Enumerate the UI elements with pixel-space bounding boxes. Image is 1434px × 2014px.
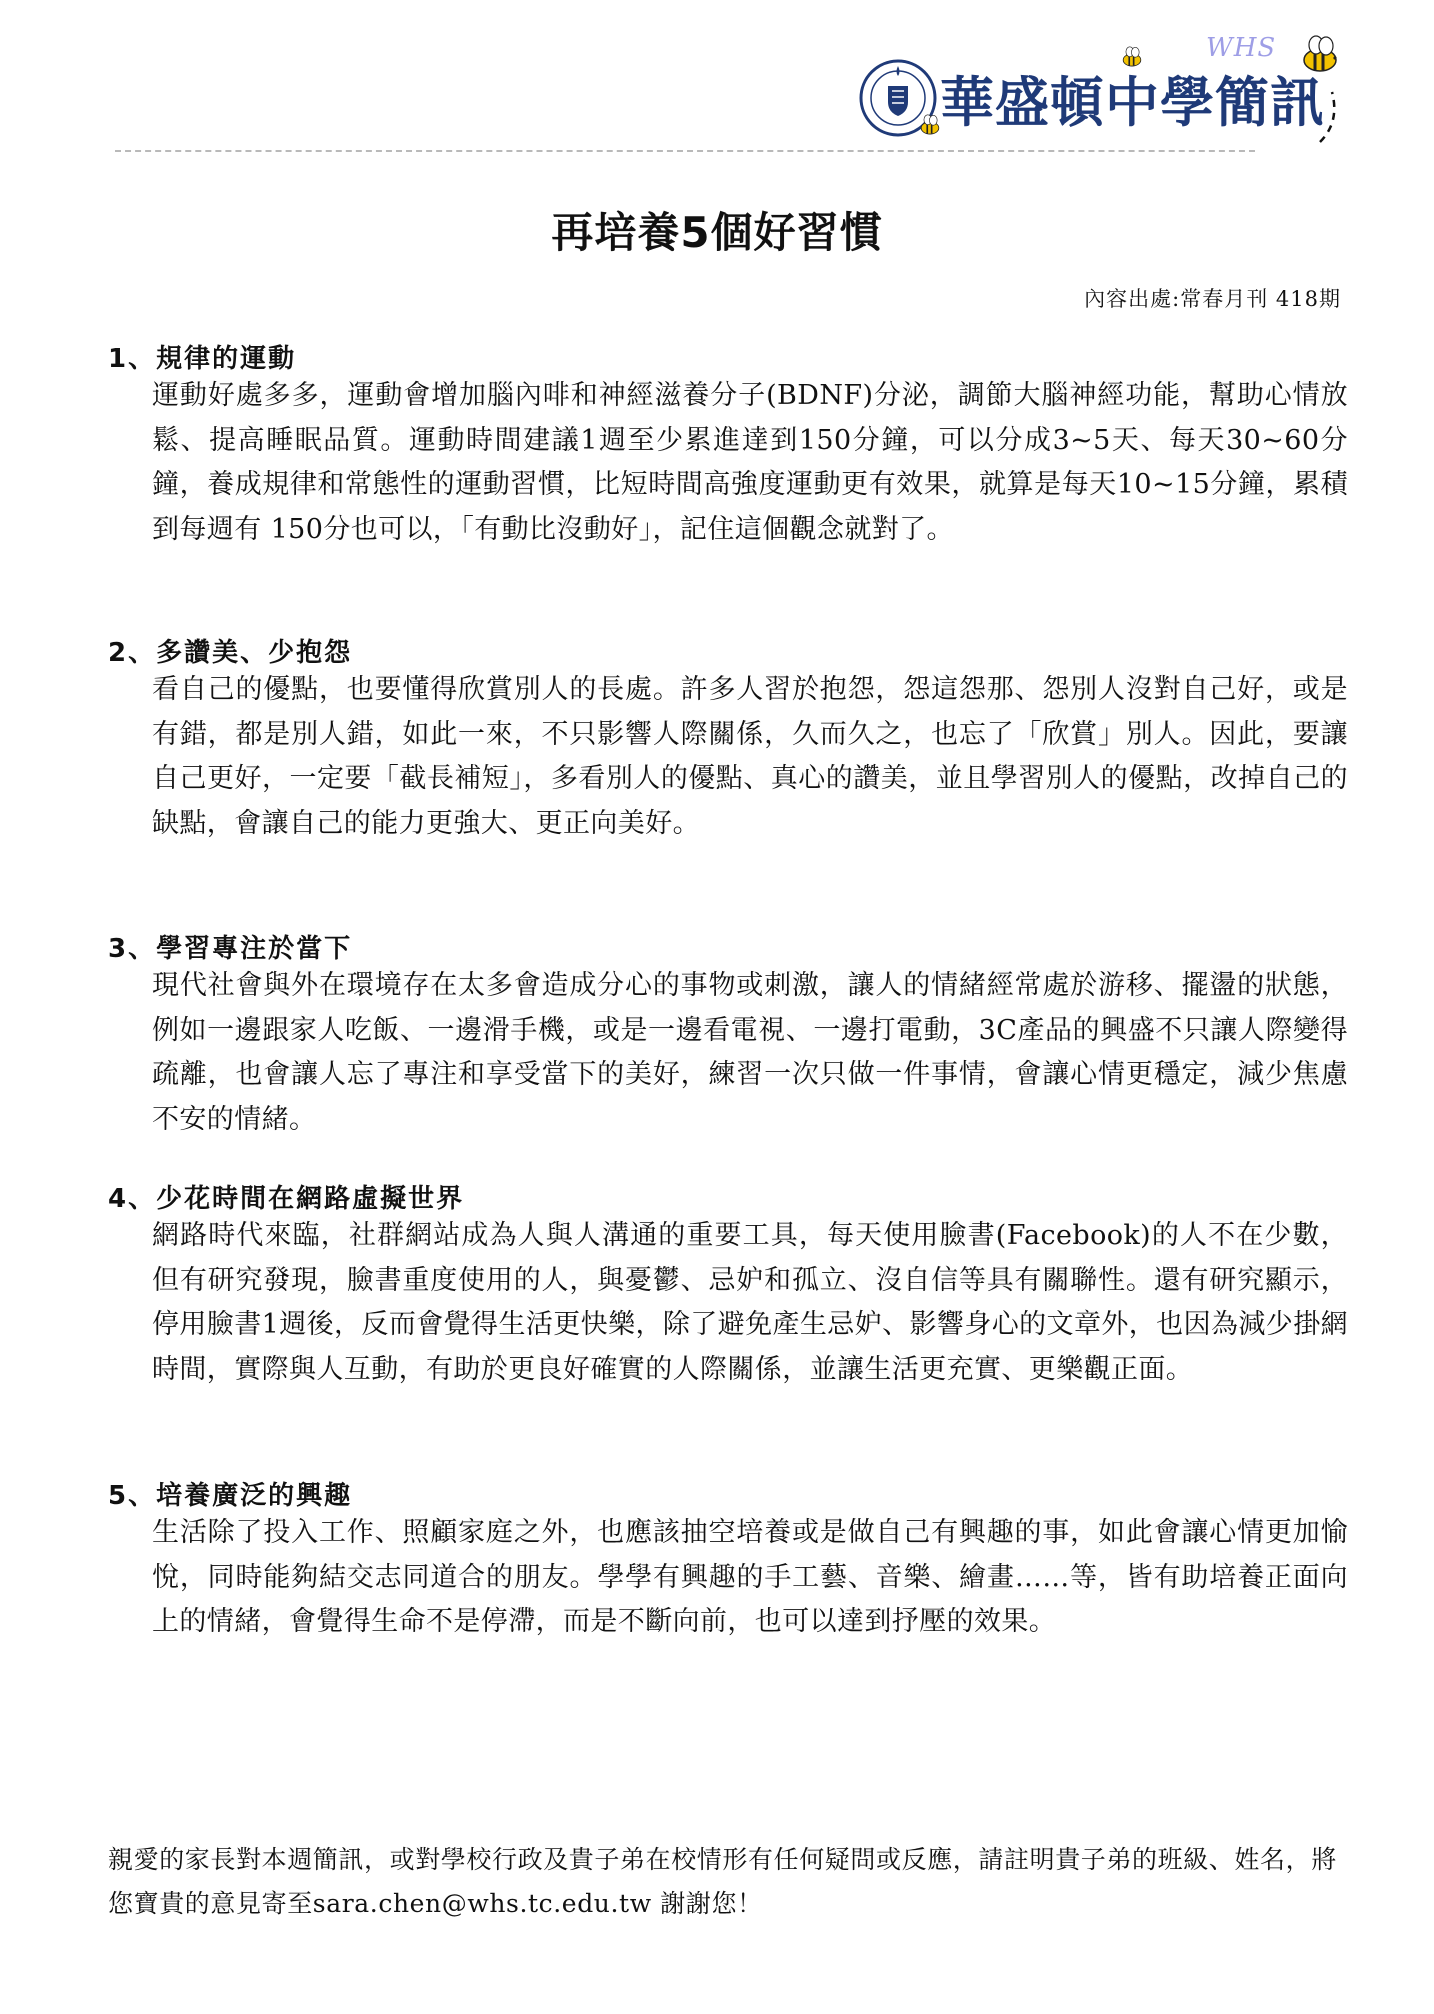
newsletter-brand-title: 華盛頓中學簡訊 [940, 71, 1325, 134]
section-heading: 4、少花時間在網路虛擬世界 [108, 1184, 465, 1214]
footer-contact-note: 親愛的家長對本週簡訊，或對學校行政及貴子弟在校情形有任何疑問或反應，請註明貴子弟的班級、姓名，將您寶貴的意見寄至sara.chen@whs.tc.edu.tw 謝謝您！ [108, 1845, 1337, 1918]
school-seal-icon [858, 58, 938, 138]
content-source: 內容出處:常春月刊 418期 [1084, 287, 1341, 311]
section-heading: 2、多讚美、少抱怨 [108, 638, 353, 668]
header-divider [115, 150, 1255, 152]
section-heading: 3、學習專注於當下 [108, 934, 353, 964]
section-body: 看自己的優點，也要懂得欣賞別人的長處。許多人習於抱怨，怨這怨那、怨別人沒對自己好，或是有錯，都是別人錯，如此一來，不只影響人際關係，久而久之，也忘了「欣賞」別人。因此，要讓自己更好，一定要「截長補短」，多看別人的優點、真心的讚美，並且學習別人的優點，改掉自己的缺點，會讓自己的能力更強大、更正向美好。 [152, 674, 1348, 839]
newsletter-header [0, 0, 1434, 150]
section-heading: 5、培養廣泛的興趣 [108, 1481, 353, 1511]
section-body: 網路時代來臨，社群網站成為人與人溝通的重要工具，每天使用臉書(Facebook)的人不在少數，但有研究發現，臉書重度使用的人，與憂鬱、忌妒和孤立、沒自信等具有關聯性。還有研究顯示，停用臉書1週後，反而會覺得生活更快樂，除了避免產生忌妒、影響身心的文章外，也因為減少掛網時間，實際與人互動，有助於更良好確實的人際關係，並讓生活更充實、更樂觀正面。 [152, 1220, 1348, 1385]
page-title: 再培養5個好習慣 [551, 208, 883, 257]
section-body: 現代社會與外在環境存在太多會造成分心的事物或刺激，讓人的情緒經常處於游移、擺盪的狀態，例如一邊跟家人吃飯、一邊滑手機，或是一邊看電視、一邊打電動，3C產品的興盛不只讓人際變得疏離，也會讓人忘了專注和享受當下的美好，練習一次只做一件事情，會讓心情更穩定，減少焦慮不安的情緒。 [152, 970, 1348, 1135]
section-heading: 1、規律的運動 [108, 344, 297, 374]
section-body: 運動好處多多，運動會增加腦內啡和神經滋養分子(BDNF)分泌，調節大腦神經功能，幫助心情放鬆、提高睡眠品質。運動時間建議1週至少累進達到150分鐘，可以分成3~5天、每天30~60分鐘，養成規律和常態性的運動習慣，比短時間高強度運動更有效果，就算是每天10~15分鐘，累積到每週有 150分也可以，「有動比沒動好」，記住這個觀念就對了。 [152, 380, 1348, 545]
brand-mark: WHS [1206, 33, 1277, 63]
section-body: 生活除了投入工作、照顧家庭之外，也應該抽空培養或是做自己有興趣的事，如此會讓心情更加愉悅，同時能夠結交志同道合的朋友。學學有興趣的手工藝、音樂、繪畫……等，皆有助培養正面向上的情緒，會覺得生命不是停滯，而是不斷向前，也可以達到抒壓的效果。 [152, 1517, 1348, 1637]
